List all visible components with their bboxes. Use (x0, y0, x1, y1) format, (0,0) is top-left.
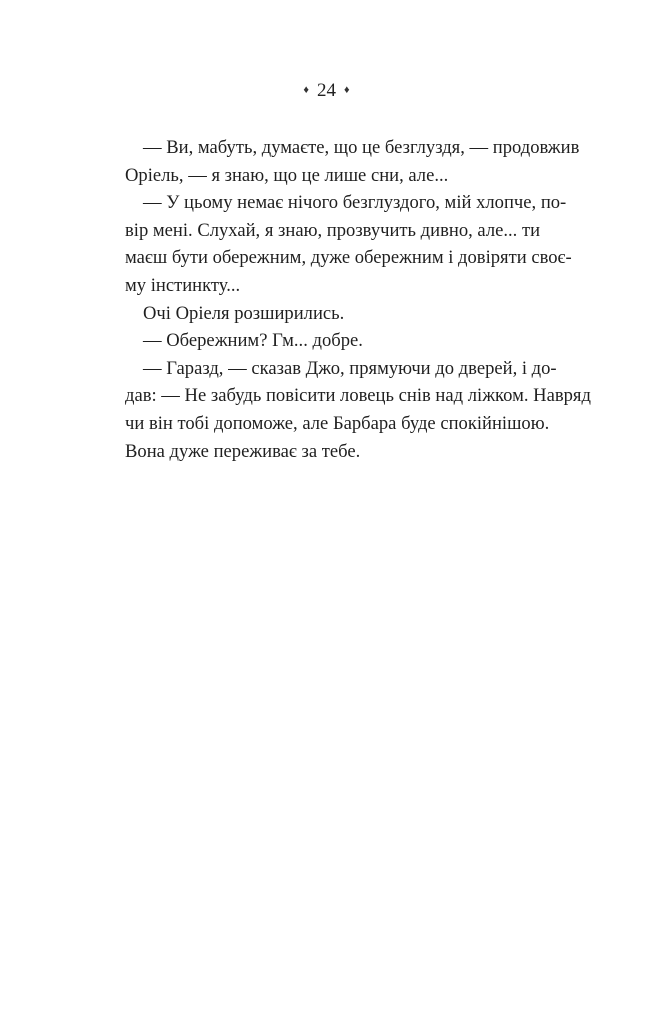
text-line: Оріель, — я знаю, що це лише сни, але... (125, 164, 449, 186)
text-line: — У цьому немає нічого безглуздого, мій хлопче, по- (143, 192, 567, 214)
text-line: Очі Оріеля розширились. (143, 302, 345, 324)
page-header (0, 78, 653, 103)
text-line: му інстинкту... (125, 274, 241, 296)
diamond-ornament-icon: ♦ (303, 83, 309, 96)
text-line: маєш бути обережним, дуже обережним і довіряти своє- (125, 247, 572, 269)
diamond-ornament-icon: ♦ (344, 83, 350, 96)
text-line: дав: — Не забудь повісити ловець снів над ліжком. Навряд (125, 385, 591, 407)
text-line: — Обережним? Гм... добре. (143, 330, 363, 352)
text-line: — Гаразд, — сказав Джо, прямуючи до дверей, і до- (143, 357, 557, 379)
text-line: чи він тобі допоможе, але Барбара буде спокійнішою. (125, 412, 550, 434)
page-number: 24 (317, 79, 336, 101)
text-line: — Ви, мабуть, думаєте, що це безглуздя, — продовжив (143, 137, 580, 158)
text-line: вір мені. Слухай, я знаю, прозвучить дивно, але... ти (125, 219, 541, 241)
text-line: Вона дуже переживає за тебе. (125, 440, 361, 462)
body-text (125, 134, 591, 465)
